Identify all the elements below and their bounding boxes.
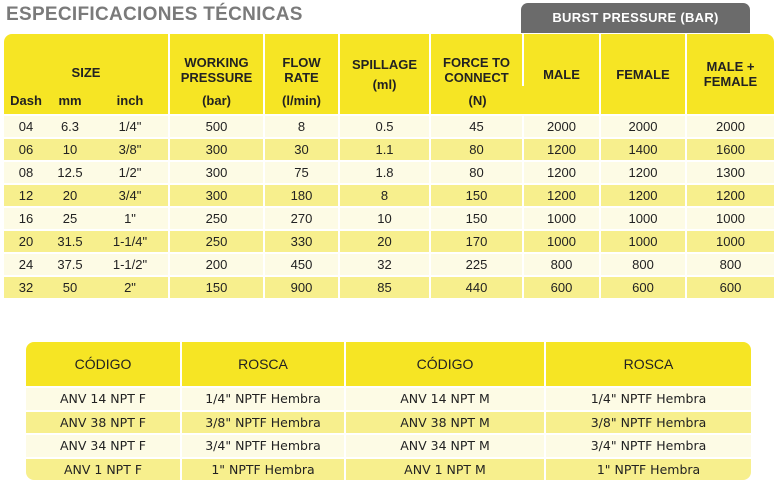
table-cell: 170 bbox=[431, 229, 524, 252]
table-row bbox=[4, 206, 774, 229]
table-cell: 1-1/4" bbox=[92, 229, 170, 252]
table-cell: 1/4" NPTF Hembra bbox=[546, 386, 751, 410]
table-cell: 1000 bbox=[601, 229, 687, 252]
table-cell: 1/4" bbox=[92, 114, 170, 137]
table-cell: 1200 bbox=[524, 160, 601, 183]
table-cell: ANV 1 NPT M bbox=[346, 457, 546, 481]
table-row bbox=[26, 433, 751, 457]
table-row bbox=[4, 114, 774, 137]
dash-header: Dash bbox=[4, 86, 48, 114]
table-row bbox=[4, 252, 774, 275]
table-row bbox=[26, 457, 751, 481]
table-cell: 1" NPTF Hembra bbox=[182, 457, 346, 481]
table-cell: 3/8" bbox=[92, 137, 170, 160]
table-cell: 200 bbox=[170, 252, 265, 275]
table-cell: 24 bbox=[4, 252, 48, 275]
table-row bbox=[4, 160, 774, 183]
table-cell: 50 bbox=[48, 275, 92, 298]
table-cell: 2000 bbox=[687, 114, 774, 137]
force-to-connect-header: FORCE TO CONNECT bbox=[431, 34, 524, 86]
table-cell: 450 bbox=[265, 252, 340, 275]
table-cell: 32 bbox=[4, 275, 48, 298]
table-cell: 1000 bbox=[687, 229, 774, 252]
table-cell: 20 bbox=[340, 229, 431, 252]
burst-pressure-tab: BURST PRESSURE (BAR) bbox=[521, 3, 750, 33]
table-cell: 900 bbox=[265, 275, 340, 298]
table-cell: 1.8 bbox=[340, 160, 431, 183]
force-unit: (N) bbox=[431, 86, 524, 114]
table-cell: 1200 bbox=[524, 183, 601, 206]
rosca-header: ROSCA bbox=[182, 342, 346, 386]
table-cell: 1000 bbox=[524, 229, 601, 252]
table-cell: 180 bbox=[265, 183, 340, 206]
table-cell: 8 bbox=[340, 183, 431, 206]
table-cell: ANV 1 NPT F bbox=[26, 457, 182, 481]
table-cell: 12 bbox=[4, 183, 48, 206]
spillage-label: SPILLAGE bbox=[352, 56, 418, 72]
table-cell: 1200 bbox=[601, 183, 687, 206]
table-cell: 8 bbox=[265, 114, 340, 137]
table-cell: ANV 14 NPT M bbox=[346, 386, 546, 410]
female-header: FEMALE bbox=[601, 34, 687, 114]
table-row bbox=[4, 183, 774, 206]
table-cell: 2" bbox=[92, 275, 170, 298]
table-cell: 25 bbox=[48, 206, 92, 229]
codigo-header: CÓDIGO bbox=[346, 342, 546, 386]
table-cell: 300 bbox=[170, 160, 265, 183]
table-cell: 32 bbox=[340, 252, 431, 275]
table-cell: 16 bbox=[4, 206, 48, 229]
table-cell: 600 bbox=[601, 275, 687, 298]
table-cell: ANV 14 NPT F bbox=[26, 386, 182, 410]
table-cell: 1300 bbox=[687, 160, 774, 183]
flow-rate-unit: (l/min) bbox=[265, 86, 340, 114]
table-cell: 20 bbox=[4, 229, 48, 252]
table-cell: 85 bbox=[340, 275, 431, 298]
table-cell: 300 bbox=[170, 137, 265, 160]
table-cell: 1" NPTF Hembra bbox=[546, 457, 751, 481]
table-cell: 80 bbox=[431, 160, 524, 183]
table-cell: 75 bbox=[265, 160, 340, 183]
table-cell: 12.5 bbox=[48, 160, 92, 183]
table-cell: 37.5 bbox=[48, 252, 92, 275]
table-cell: 800 bbox=[687, 252, 774, 275]
table-cell: 600 bbox=[687, 275, 774, 298]
spillage-header bbox=[340, 34, 431, 114]
table-cell: 2000 bbox=[524, 114, 601, 137]
table-cell: 3/4" NPTF Hembra bbox=[182, 433, 346, 457]
table-cell: 1400 bbox=[601, 137, 687, 160]
table-cell: ANV 34 NPT F bbox=[26, 433, 182, 457]
table-cell: 3/8" NPTF Hembra bbox=[546, 410, 751, 434]
table-cell: 300 bbox=[170, 183, 265, 206]
table-cell: 1-1/2" bbox=[92, 252, 170, 275]
table-cell: 04 bbox=[4, 114, 48, 137]
codigo-header: CÓDIGO bbox=[26, 342, 182, 386]
table-cell: 800 bbox=[524, 252, 601, 275]
table-cell: 1.1 bbox=[340, 137, 431, 160]
table-cell: 3/4" bbox=[92, 183, 170, 206]
table-cell: 08 bbox=[4, 160, 48, 183]
table-cell: 3/8" NPTF Hembra bbox=[182, 410, 346, 434]
table-row bbox=[26, 410, 751, 434]
table-cell: 800 bbox=[601, 252, 687, 275]
table-row bbox=[4, 275, 774, 298]
table-cell: 6.3 bbox=[48, 114, 92, 137]
table-cell: 1200 bbox=[687, 183, 774, 206]
rosca-header: ROSCA bbox=[546, 342, 751, 386]
table-cell: 250 bbox=[170, 229, 265, 252]
table-cell: 45 bbox=[431, 114, 524, 137]
table-cell: ANV 38 NPT F bbox=[26, 410, 182, 434]
inch-header: inch bbox=[92, 86, 170, 114]
table-cell: 30 bbox=[265, 137, 340, 160]
table-cell: 1000 bbox=[524, 206, 601, 229]
table-row bbox=[4, 229, 774, 252]
codes-table bbox=[26, 342, 751, 480]
table-cell: 600 bbox=[524, 275, 601, 298]
table-cell: ANV 34 NPT M bbox=[346, 433, 546, 457]
working-pressure-unit: (bar) bbox=[170, 86, 265, 114]
table-cell: 225 bbox=[431, 252, 524, 275]
table-cell: 10 bbox=[48, 137, 92, 160]
table-cell: 1600 bbox=[687, 137, 774, 160]
table-cell: 440 bbox=[431, 275, 524, 298]
size-header: SIZE bbox=[4, 34, 170, 86]
table-cell: 06 bbox=[4, 137, 48, 160]
table-cell: 20 bbox=[48, 183, 92, 206]
table-cell: 2000 bbox=[601, 114, 687, 137]
table-cell: 0.5 bbox=[340, 114, 431, 137]
table-cell: 150 bbox=[431, 206, 524, 229]
spillage-unit: (ml) bbox=[372, 76, 397, 92]
flow-rate-header: FLOW RATE bbox=[265, 34, 340, 86]
table-cell: 330 bbox=[265, 229, 340, 252]
table-cell: 270 bbox=[265, 206, 340, 229]
mm-header: mm bbox=[48, 86, 92, 114]
table-cell: 1000 bbox=[601, 206, 687, 229]
table-row bbox=[26, 386, 751, 410]
table-cell: 250 bbox=[170, 206, 265, 229]
table-cell: 1200 bbox=[524, 137, 601, 160]
table-cell: 3/4" NPTF Hembra bbox=[546, 433, 751, 457]
table-cell: 1200 bbox=[601, 160, 687, 183]
table-cell: 150 bbox=[170, 275, 265, 298]
table-cell: 10 bbox=[340, 206, 431, 229]
table-cell: 1/4" NPTF Hembra bbox=[182, 386, 346, 410]
table-cell: 1" bbox=[92, 206, 170, 229]
table-cell: 150 bbox=[431, 183, 524, 206]
table-cell: 31.5 bbox=[48, 229, 92, 252]
table-cell: 1000 bbox=[687, 206, 774, 229]
male-header: MALE bbox=[524, 34, 601, 114]
page-title: ESPECIFICACIONES TÉCNICAS bbox=[6, 4, 303, 25]
working-pressure-header: WORKING PRESSURE bbox=[170, 34, 265, 86]
table-row bbox=[4, 137, 774, 160]
table-cell: 80 bbox=[431, 137, 524, 160]
table-cell: 500 bbox=[170, 114, 265, 137]
specifications-table bbox=[4, 34, 774, 298]
table-cell: 1/2" bbox=[92, 160, 170, 183]
male-female-header: MALE + FEMALE bbox=[687, 34, 774, 114]
table-cell: ANV 38 NPT M bbox=[346, 410, 546, 434]
